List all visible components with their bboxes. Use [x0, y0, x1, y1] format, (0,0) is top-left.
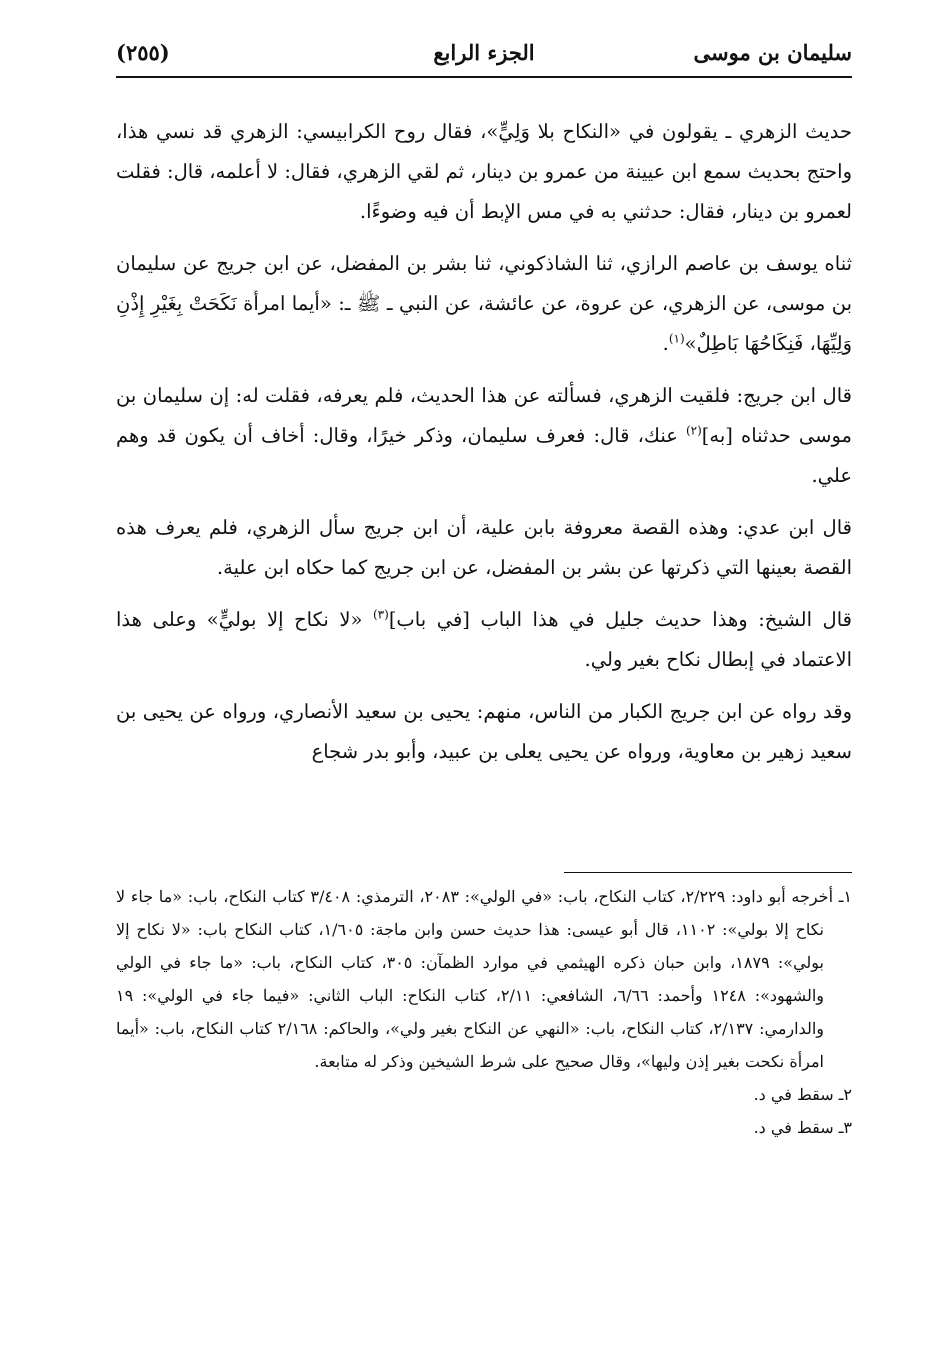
page-header	[116, 40, 852, 74]
paragraph-3	[116, 376, 852, 496]
page-number: (٢٥٥)	[116, 40, 170, 65]
paragraph-text: حديث الزهري ـ يقولون في «النكاح بلا وَلِيٍّ»، فقال روح الكرابيسي: الزهري قد نسي هذا، واحتج بحديث سمع ابن عيينة من عمرو بن دينار، ثم لقي الزهري، فقال: لا أعلمه، قال: فقلت لعمرو بن دينار، فقال: حدثني به في مس الإبط أن فيه وضوءًا.	[116, 120, 852, 223]
footnote-1: ١ـ أخرجه أبو داود: ٢/٢٢٩، كتاب النكاح، باب: «في الولي»: ٢٠٨٣، الترمذي: ٣/٤٠٨ كتاب النكاح، باب: «ما جاء لا نكاح إلا بولي»: ١١٠٢، قال أبو عيسى: هذا حديث حسن وابن ماجة: ١/٦٠٥، كتاب النكاح باب: «لا نكاح إلا بولي»: ١٨٧٩، وابن حبان ذكره الهيثمي في موارد الظمآن: ٣٠٥، كتاب النكاح، باب: «ما جاء في الولي والشهود»: ١٢٤٨ وأحمد: ٦/٦٦، الشافعي: ٢/١١، كتاب النكاح: الباب الثاني: «فيما جاء في الولي»: ١٩ والدارمي: ٢/١٣٧، كتاب النكاح، باب: «النهي عن النكاح بغير ولي»، والحاكم: ٢/١٦٨ كتاب النكاح، باب: «أيما امرأة نكحت بغير إذن وليها»، وقال صحيح على شرط الشيخين وذكر له متابعة.	[116, 887, 852, 1071]
paragraph-2	[116, 244, 852, 364]
paragraph-6	[116, 692, 852, 772]
footnote-separator	[564, 872, 852, 873]
paragraph-text: قال ابن عدي: وهذه القصة معروفة بابن علية، أن ابن جريج سأل الزهري، فلم يعرف هذه القصة بعينها التي ذكرتها عن بشر بن المفضل، عن ابن جريج كما حكاه ابن علية.	[116, 516, 852, 579]
paragraph-4	[116, 508, 852, 588]
part-title: الجزء الرابع	[433, 40, 535, 65]
header-rule	[116, 76, 852, 78]
paragraph-text: وقد رواه عن ابن جريج الكبار من الناس، منهم: يحيى بن سعيد الأنصاري، ورواه عن يحيى بن سعيد زهير بن معاوية، ورواه عن يحيى يعلى بن عبيد، وأبو بدر شجاع	[116, 700, 852, 763]
paragraph-5	[116, 600, 852, 680]
footnotes	[116, 880, 852, 1144]
running-title: سليمان بن موسى	[693, 40, 852, 65]
paragraph-text: «لا نكاح إلا بوليٍّ» وعلى هذا الاعتماد في إبطال نكاح بغير ولي.	[116, 608, 852, 671]
footnote-ref-2: (٢)	[685, 423, 702, 438]
paragraph-text: عنك، قال: فعرف سليمان، وذكر خيرًا، وقال: أخاف أن يكون قد وهم علي.	[116, 424, 852, 487]
paragraph-text: .	[662, 332, 669, 355]
footnote-2: ٢ـ سقط في د.	[753, 1085, 852, 1104]
footnote-ref-3: (٣)	[372, 607, 389, 622]
paragraph-1	[116, 112, 852, 232]
paragraph-text: قال الشيخ: وهذا حديث جليل في هذا الباب [في باب]	[388, 608, 852, 631]
footnote-3: ٣ـ سقط في د.	[753, 1118, 852, 1137]
footnote-ref-1: (١)	[668, 331, 685, 346]
paragraph-text: ثناه يوسف بن عاصم الرازي، ثنا الشاذكوني، ثنا بشر بن المفضل، عن ابن جريج عن سليمان بن موسى، عن الزهري، عن عروة، عن عائشة، عن النبي ـ ﷺ ـ: «أيما امرأة نَكَحَتْ بِغَيْرِ إِذْنِ وَلِيِّهَا، فَنِكَاحُهَا بَاطِلٌ»	[116, 252, 853, 355]
paragraph-text: قال ابن جريج: فلقيت الزهري، فسألته عن هذا الحديث، فلم يعرفه، فقلت له: إن سليمان بن موسى حدثناه [به]	[116, 384, 852, 447]
main-text	[116, 112, 852, 784]
